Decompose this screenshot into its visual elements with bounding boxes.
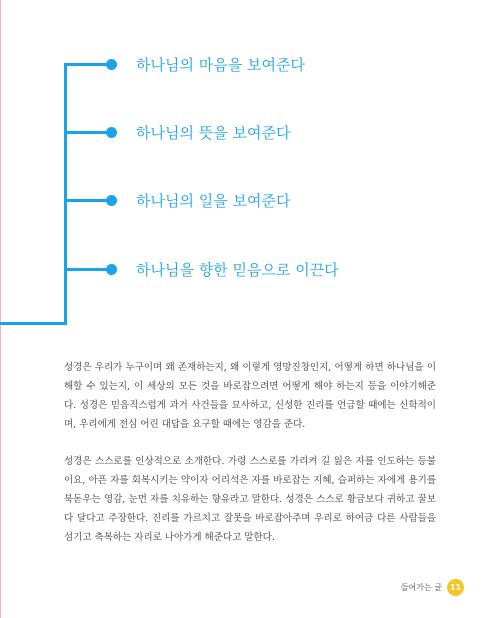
heading-item: 하나님의 마음을 보여준다 xyxy=(136,56,305,74)
bullet-dot xyxy=(106,59,117,70)
page-number-badge: 11 xyxy=(447,579,464,596)
connector-branch xyxy=(64,131,110,134)
bullet-dot xyxy=(106,264,117,275)
heading-item: 하나님의 뜻을 보여준다 xyxy=(136,124,291,142)
connector-vertical-line xyxy=(64,63,67,325)
bullet-dot xyxy=(106,127,117,138)
section-label: 들어가는 글 xyxy=(400,583,442,592)
connector-branch xyxy=(64,63,110,66)
heading-item: 하나님의 일을 보여준다 xyxy=(136,192,291,210)
connector-branch xyxy=(64,268,110,271)
connector-branch xyxy=(64,199,110,202)
body-paragraph: 성경은 스스로를 인상적으로 소개한다. 가령 스스로를 가리켜 길 잃은 자를 인도하는 등불이요, 아픈 자를 회복시키는 약이자 어리석은 자를 바로잡는 지혜, 슬퍼하는 자에게 용기를 북돋우는 영감, 눈먼 자를 치유하는 향유라고 말한다. 성경은 스스로 황금보다 귀하고 꿀보다 달다고 주장한다. 진리를 가르치고 잘못을 바로잡아주며 우리로 하여금 다른 사람들을 섬기고 축복하는 자리로 나아가게 해준다고 말한다. xyxy=(64,456,436,543)
body-paragraph: 성경은 우리가 누구이며 왜 존재하는지, 왜 이렇게 영망진창인지, 어떻게 하면 하나님을 이해할 수 있는지, 이 세상의 모든 것을 바로잡으려면 어떻게 해야 하는지 등을 이야기해준다. 성경은 믿음직스럽게 과거 사건들을 묘사하고, 신성한 진리를 언급할 때에는 신학적이며, 우리에게 전심 어린 대답을 요구할 때에는 영감을 준다. xyxy=(64,362,436,430)
bullet-dot xyxy=(106,195,117,206)
connector-bottom-line xyxy=(0,322,67,325)
page-edge-line xyxy=(0,0,1,618)
heading-item: 하나님을 향한 믿음으로 이끈다 xyxy=(136,261,339,279)
